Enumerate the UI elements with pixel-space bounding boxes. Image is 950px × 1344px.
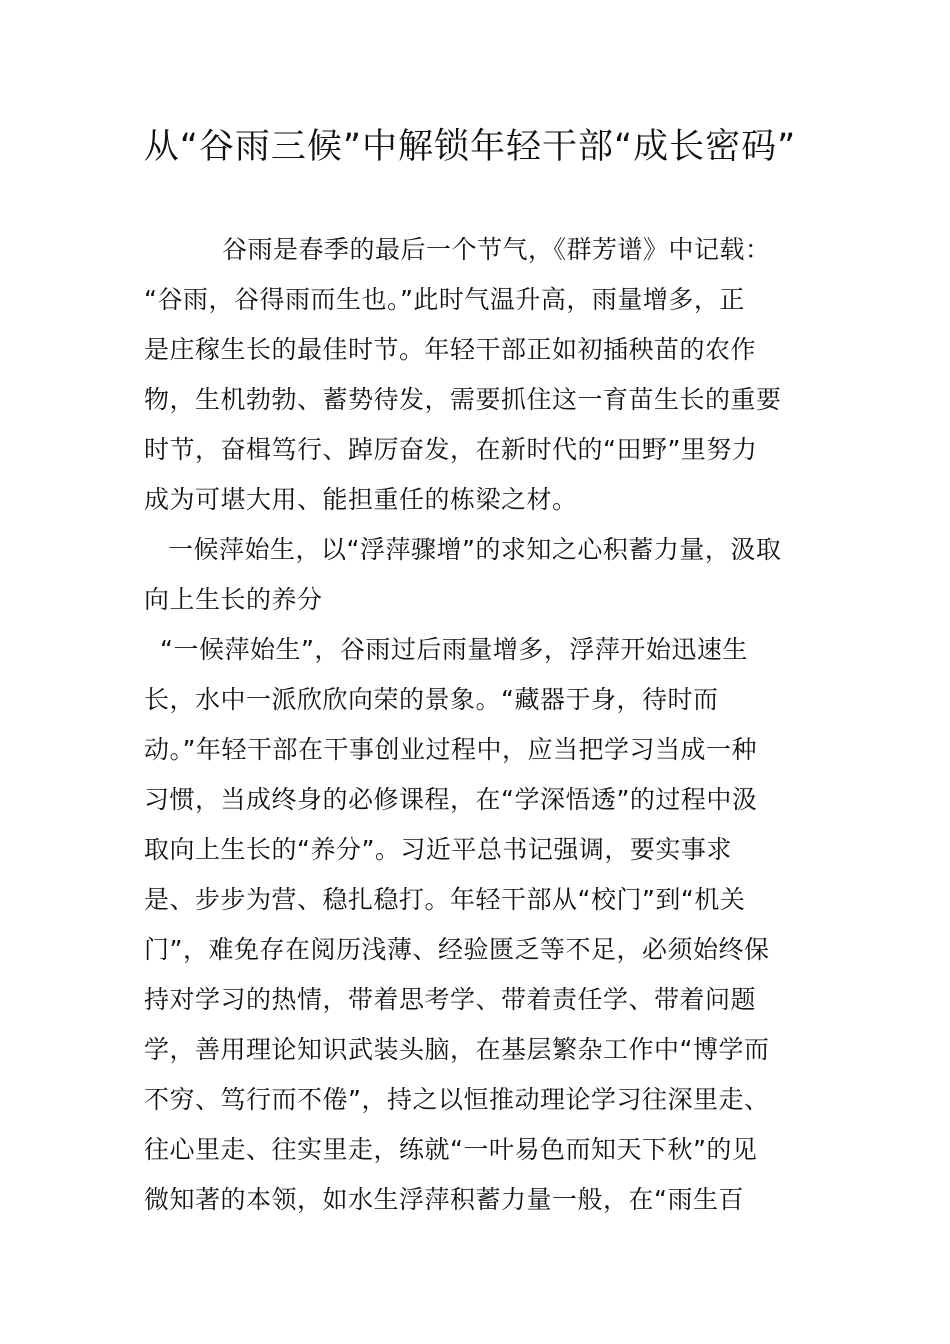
- paragraph-line: 时节，奋楫笃行、踔厉奋发，在新时代的“田野”里努力: [144, 435, 758, 464]
- paragraph-line: 学，善用理论知识武装头脑，在基层繁杂工作中“博学而: [144, 1035, 770, 1064]
- section-heading-line: 向上生长的养分: [144, 585, 323, 614]
- paragraph-line: 微知著的本领，如水生浮萍积蓄力量一般，在“雨生百: [144, 1185, 744, 1214]
- paragraph-line: “一候萍始生”，谷雨过后雨量增多，浮萍开始迅速生: [160, 635, 748, 664]
- paragraph-line: 取向上生长的“养分”。习近平总书记强调，要实事求: [144, 835, 732, 864]
- paragraph-line: 动。”年轻干部在干事创业过程中，应当把学习当成一种: [144, 735, 757, 764]
- paragraph-line: “谷雨，谷得雨而生也。”此时气温升高，雨量增多，正: [144, 285, 745, 314]
- paragraph-line: 长，水中一派欣欣向荣的景象。“藏器于身，待时而: [144, 685, 719, 714]
- paragraph-line: 成为可堪大用、能担重任的栋梁之材。: [144, 485, 578, 514]
- paragraph-line: 物，生机勃勃、蓄势待发，需要抓住这一育苗生长的重要: [144, 385, 782, 414]
- paragraph-line: 不穷、笃行而不倦”，持之以恒推动理论学习往深里走、: [144, 1085, 770, 1114]
- paragraph-line: 是庄稼生长的最佳时节。年轻干部正如初插秧苗的农作: [144, 335, 757, 364]
- paragraph-line: 谷雨是春季的最后一个节气，《群芳谱》中记载：: [222, 235, 771, 264]
- paragraph-line: 是、步步为营、稳扎稳打。年轻干部从“校门”到“机关: [144, 885, 746, 914]
- paragraph-line: 持对学习的热情，带着思考学、带着责任学、带着问题: [144, 985, 757, 1014]
- section-heading-line: 一候萍始生，以“浮萍骤增”的求知之心积蓄力量，汲取: [168, 535, 782, 564]
- paragraph-line: 习惯，当成终身的必修课程，在“学深悟透”的过程中汲: [144, 785, 758, 814]
- paragraph-line: 往心里走、往实里走，练就“一叶易色而知天下秋”的见: [144, 1135, 758, 1164]
- paragraph-line: 门”，难免存在阅历浅薄、经验匮乏等不足，必须始终保: [144, 935, 770, 964]
- document-title: 从“谷雨三候”中解锁年轻干部“成长密码”: [143, 127, 797, 167]
